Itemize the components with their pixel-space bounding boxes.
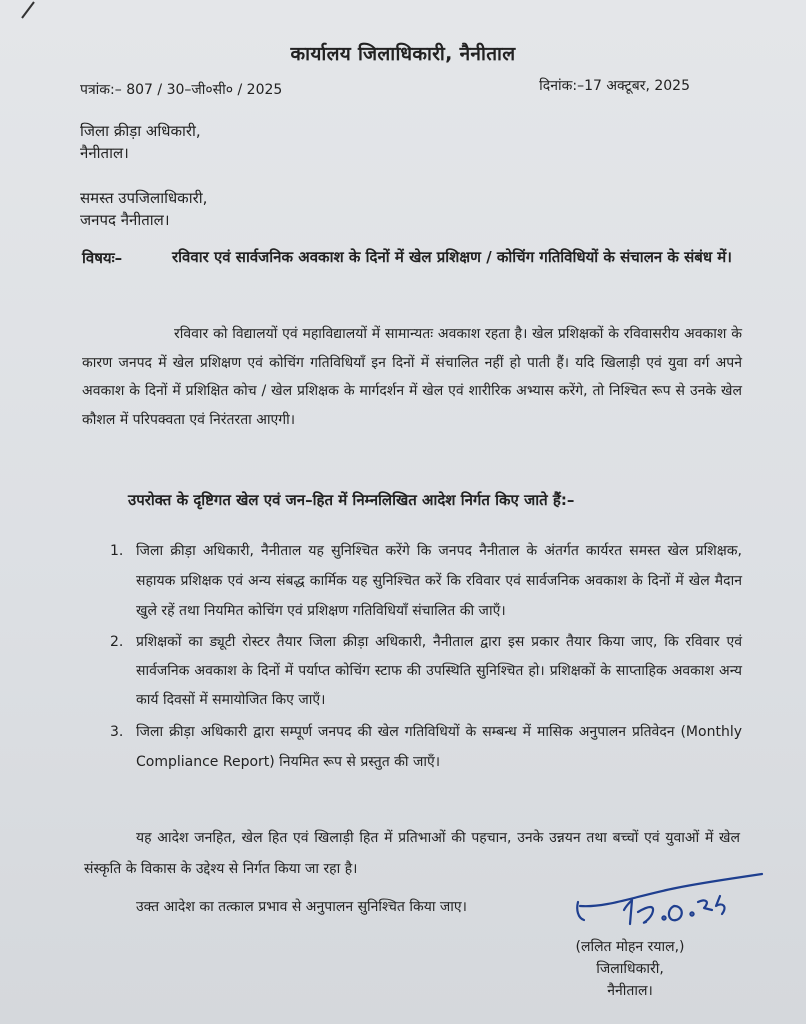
signer-place: नैनीताल। bbox=[607, 983, 653, 999]
order-number: 1. bbox=[110, 543, 124, 559]
recipient-1-line-2: नैनीताल। bbox=[80, 144, 129, 162]
letter-number: पत्रांक:– 807 / 30–जी०सी० / 2025 bbox=[80, 82, 283, 98]
body-paragraph-1-text: रविवार को विद्यालयों एवं महाविद्यालयों में सामान्यतः अवकाश रहता है। खेल प्रशिक्षकों के रविवासरीय अवकाश के कारण जनपद में खेल प्रशिक्षण एवं कोचिंग गतिविधियाँ इन दिनों में संचालित नहीं हो पाती हैं। यदि खिलाड़ी एवं युवा वर्ग अपने अवकाश के दिनों में प्रशिक्षित कोच / खेल प्रशिक्षक के मार्गदर्शन में खेल एवं शारीरिक अभ्यास करेंगे, तो निश्चित रूप से उनके खेल कौशल में परिपक्वता एवं निरंतरता आएगी। bbox=[82, 326, 742, 428]
signer-name: (ललित मोहन रयाल,) bbox=[575, 939, 685, 955]
order-list bbox=[110, 536, 742, 777]
handwritten-signature bbox=[566, 866, 766, 930]
subject-label: विषयः– bbox=[82, 249, 123, 267]
order-number: 2. bbox=[110, 634, 124, 650]
order-number: 3. bbox=[110, 724, 124, 740]
order-heading: उपरोक्त के दृष्टिगत खेल एवं जन–हित में निम्नलिखित आदेश निर्गत किए जाते हैं:– bbox=[128, 491, 575, 509]
order-text: जिला क्रीड़ा अधिकारी द्वारा सम्पूर्ण जनपद की खेल गतिविधियों के सम्बन्ध में मासिक अनुपालन प्रतिवेदन (Monthly Compliance Report) नियमित रूप से प्रस्तुत की जाएँ। bbox=[136, 724, 742, 770]
signer-block bbox=[560, 936, 700, 1002]
body-paragraph-3: उक्त आदेश का तत्काल प्रभाव से अनुपालन सुनिश्चित किया जाए। bbox=[136, 899, 467, 915]
subject-text: रविवार एवं सार्वजनिक अवकाश के दिनों में खेल प्रशिक्षण / कोचिंग गतिविधियों के संचालन के संबंध में। bbox=[172, 248, 732, 266]
order-item bbox=[110, 717, 742, 777]
recipient-1-line-1: जिला क्रीड़ा अधिकारी, bbox=[80, 122, 201, 140]
office-title: कार्यालय जिलाधिकारी, नैनीताल bbox=[290, 43, 516, 65]
recipient-2-line-1: समस्त उपजिलाधिकारी, bbox=[80, 189, 208, 207]
signer-designation: जिलाधिकारी, bbox=[596, 961, 664, 977]
order-text: प्रशिक्षकों का ड्यूटी रोस्टर तैयार जिला क्रीड़ा अधिकारी, नैनीताल द्वारा इस प्रकार तैयार किया जाए, कि रविवार एवं सार्वजनिक अवकाश के दिनों में पर्याप्त कोचिंग स्टाफ की उपस्थिति सुनिश्चित हो। प्रशिक्षकों के साप्ताहिक अवकाश अन्य कार्य दिवसों में समायोजित किए जाएँ। bbox=[136, 634, 742, 708]
recipient-block-2 bbox=[80, 187, 207, 231]
corner-pen-mark bbox=[20, 0, 40, 20]
letter-date: दिनांक:–17 अक्टूबर, 2025 bbox=[539, 78, 690, 94]
body-paragraph-2-text: यह आदेश जनहित, खेल हित एवं खिलाड़ी हित में प्रतिभाओं की पहचान, उनके उन्नयन तथा बच्चों एवं युवाओं में खेल संस्कृति के विकास के उद्देश्य से निर्गत किया जा रहा है। bbox=[84, 830, 740, 877]
order-item bbox=[110, 536, 742, 626]
order-item bbox=[110, 628, 742, 715]
body-paragraph-1 bbox=[82, 320, 742, 434]
order-text: जिला क्रीड़ा अधिकारी, नैनीताल यह सुनिश्चित करेंगे कि जनपद नैनीताल के अंतर्गत कार्यरत समस्त खेल प्रशिक्षक, सहायक प्रशिक्षक एवं अन्य संबद्ध कार्मिक यह सुनिश्चित करें कि रविवार एवं सार्वजनिक अवकाश के दिनों में खेल मैदान खुले रहें तथा नियमित कोचिंग एवं प्रशिक्षण गतिविधियाँ संचालित की जाएँ। bbox=[136, 543, 742, 619]
recipient-block-1 bbox=[80, 120, 201, 164]
recipient-2-line-2: जनपद नैनीताल। bbox=[80, 211, 170, 229]
